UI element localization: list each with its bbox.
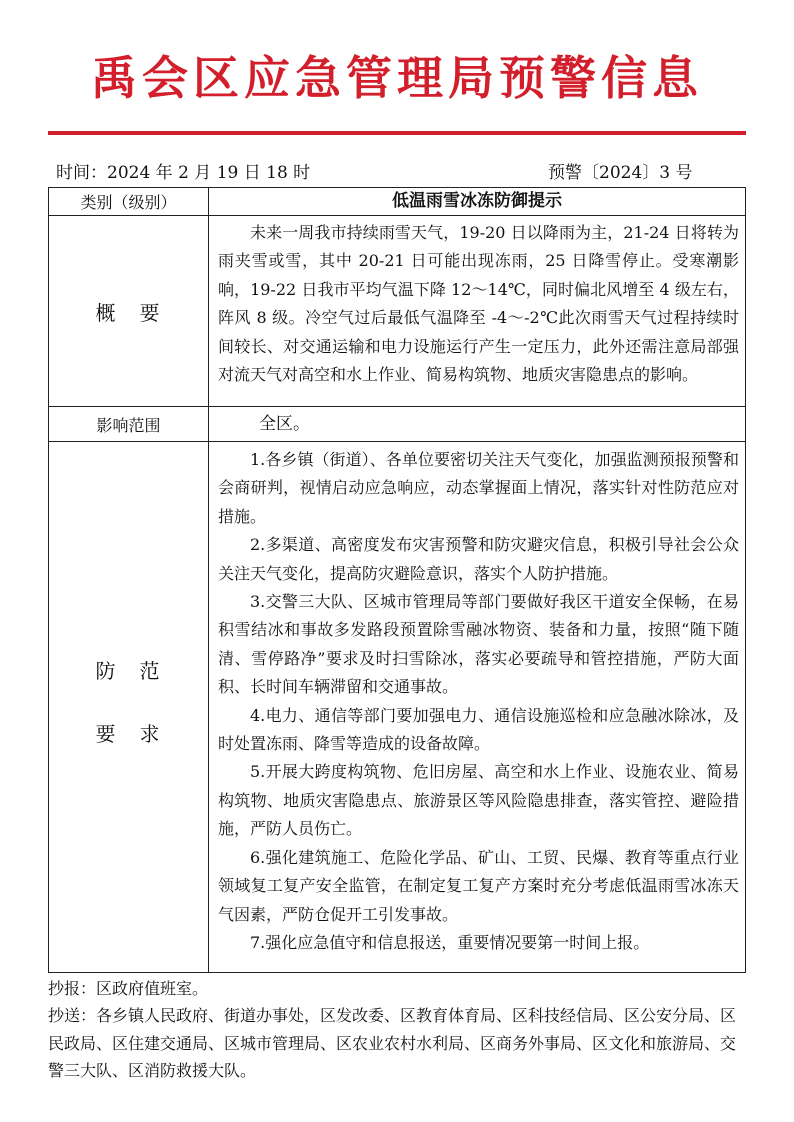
measures-label	[49, 442, 209, 973]
measures-label-line-1: 防 范	[95, 659, 162, 683]
measure-item-7: 7.强化应急值守和信息报送，重要情况要第一时间上报。	[250, 932, 650, 952]
measures-label-line-2: 要 求	[95, 722, 162, 746]
issue-time: 时间：2024 年 2 月 19 日 18 时	[56, 163, 311, 183]
scope-value: 全区。	[259, 414, 310, 434]
measure-item-4: 4.电力、通信等部门要加强电力、通信设施巡检和应急融冰除冰，及时处置冻雨、降雪等造成的设备故障。	[218, 705, 739, 754]
measure-item-6: 6.强化建筑施工、危险化学品、矿山、工贸、民爆、教育等重点行业领域复工复产安全监管，在制定复工复产方案时充分考虑低温雨雪冰冻天气因素，严防仓促开工引发事故。	[218, 847, 739, 924]
summary-cell	[209, 216, 746, 407]
measure-item-3: 3.交警三大队、区城市管理局等部门要做好我区干道安全保畅，在易积雪结冰和事故多发路段预置除雪融冰物资、装备和力量，按照“随下随清、雪停路净”要求及时扫雪除冰，落实必要疏导和管控措施，严防大面积、长时间车辆滞留和交通事故。	[218, 592, 739, 697]
measure-item-1: 1.各乡镇（街道）、各单位要密切关注天气变化，加强监测预报预警和会商研判，视情启动应急响应，动态掌握面上情况，落实针对性防范应对措施。	[218, 450, 739, 526]
measures-row	[49, 442, 746, 973]
document-title: 禹会区应急管理局预警信息	[91, 51, 703, 105]
measure-item-5: 5.开展大跨度构筑物、危旧房屋、高空和水上作业、设施农业、简易构筑物、地质灾害隐患点、旅游景区等风险隐患排查，落实管控、避险措施，严防人员伤亡。	[218, 762, 739, 839]
scope-cell	[209, 407, 746, 442]
summary-text: 未来一周我市持续雨雪天气，19-20 日以降雨为主，21-24 日将转为雨夹雪或雪，其中 20-21 日可能出现冻雨，25 日降雪停止。受寒潮影响，19-22 日我市平均气温下降 12～14℃，同时偏北风增至 4 级左右，阵风 8 级。冷空气过后最低气温降至 -4～-2℃此次雨雪天气过程持续时间较长、对交通运输和电力设施运行产生一定压力，此外还需注意局部强对流天气对高空和水上作业、简易构筑物、地质灾害隐患点的影响。	[218, 223, 739, 385]
document-number: 预警〔2024〕3 号	[548, 163, 693, 183]
warning-table	[48, 187, 746, 973]
copy-to: 抄送：各乡镇人民政府、街道办事处，区发改委、区教育体育局、区科技经信局、区公安分局、区民政局、区住建交通局、区城市管理局、区农业农村水利局、区商务外事局、区文化和旅游局、交警三大队、区消防救援大队。	[48, 1006, 737, 1080]
summary-row	[49, 216, 746, 407]
category-row	[49, 188, 746, 216]
category-value: 低温雨雪冰冻防御提示	[209, 188, 746, 216]
measures-cell	[209, 442, 746, 973]
summary-label: 概 要	[49, 216, 209, 407]
category-label: 类别（级别）	[49, 188, 209, 216]
measure-item-2: 2.多渠道、高密度发布灾害预警和防灾避灾信息，积极引导社会公众关注天气变化，提高防灾避险意识，落实个人防护措施。	[218, 535, 739, 583]
scope-row	[49, 407, 746, 442]
red-divider	[48, 131, 746, 135]
report-to: 抄报：区政府值班室。	[48, 979, 209, 998]
scope-label: 影响范围	[49, 407, 209, 442]
